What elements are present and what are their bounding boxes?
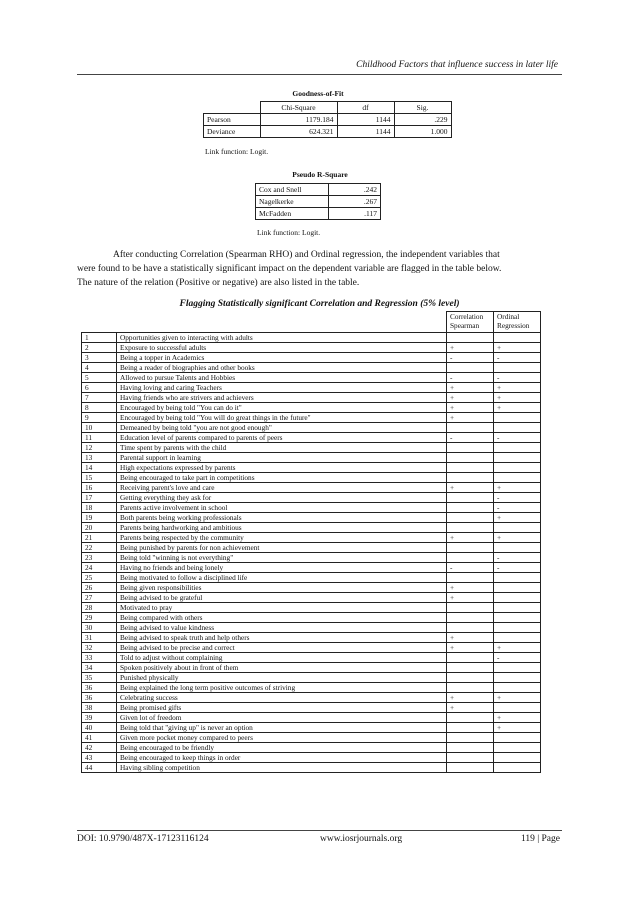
row-number: 11: [82, 433, 117, 443]
factor-label: Both parents being working professionals: [117, 513, 447, 523]
table-row: [256, 184, 381, 196]
column-header: df: [337, 102, 394, 114]
regression-flag: [494, 463, 541, 473]
row-number: 6: [82, 383, 117, 393]
row-number: 1: [82, 333, 117, 343]
table-row: [82, 473, 541, 483]
row-number: 24: [82, 563, 117, 573]
regression-flag: [494, 523, 541, 533]
table-row: [82, 633, 541, 643]
table-row: [82, 353, 541, 363]
table-row: [82, 533, 541, 543]
regression-flag: [494, 443, 541, 453]
factor-label: Having loving and caring Teachers: [117, 383, 447, 393]
table-row: [204, 126, 452, 138]
corner-cell: [204, 102, 261, 114]
row-number: 2: [82, 343, 117, 353]
correlation-flag: [447, 673, 494, 683]
row-number: 35: [82, 673, 117, 683]
factor-label: Being advised to speak truth and help others: [117, 633, 447, 643]
blank-header-cell: [117, 312, 447, 333]
pseudo-r-square-footnote: Link function: Logit.: [257, 228, 321, 237]
row-number: 39: [82, 713, 117, 723]
table-row: [82, 413, 541, 423]
column-header: Chi-Square: [260, 102, 337, 114]
regression-flag: [494, 733, 541, 743]
regression-flag: +: [494, 393, 541, 403]
regression-flag: [494, 613, 541, 623]
correlation-flag: [447, 363, 494, 373]
blank-header-cell: [82, 312, 117, 333]
factor-label: Time spent by parents with the child: [117, 443, 447, 453]
row-number: 23: [82, 553, 117, 563]
factor-label: Parents being respected by the community: [117, 533, 447, 543]
r-square-value: .242: [329, 184, 381, 196]
row-number: 9: [82, 413, 117, 423]
factor-label: Motivated to pray: [117, 603, 447, 613]
table-row: [82, 513, 541, 523]
regression-flag: +: [494, 343, 541, 353]
correlation-flag: [447, 543, 494, 553]
correlation-flag: [447, 333, 494, 343]
goodness-of-fit-title: Goodness-of-Fit: [292, 89, 344, 98]
factor-label: Encouraged by being told "You will do great things in the future": [117, 413, 447, 423]
table-row: [82, 643, 541, 653]
correlation-flag: [447, 743, 494, 753]
regression-flag: -: [494, 553, 541, 563]
regression-flag: -: [494, 353, 541, 363]
regression-flag: [494, 583, 541, 593]
factor-label: Being advised to value kindness: [117, 623, 447, 633]
row-label: McFadden: [256, 208, 329, 220]
table-row: [256, 196, 381, 208]
correlation-flag: [447, 663, 494, 673]
factor-label: Education level of parents compared to parents of peers: [117, 433, 447, 443]
factor-label: Getting everything they ask for: [117, 493, 447, 503]
factor-label: Being told "winning is not everything": [117, 553, 447, 563]
regression-flag: [494, 743, 541, 753]
row-number: 25: [82, 573, 117, 583]
regression-flag: [494, 413, 541, 423]
df-value: 1144: [337, 126, 394, 138]
factor-label: Parents active involvement in school: [117, 503, 447, 513]
regression-flag: +: [494, 383, 541, 393]
correlation-flag: +: [447, 383, 494, 393]
factor-label: Being encouraged to take part in competitions: [117, 473, 447, 483]
sig-value: .229: [394, 114, 451, 126]
factor-label: Being punished by parents for non achievement: [117, 543, 447, 553]
correlation-flag: +: [447, 693, 494, 703]
row-number: 17: [82, 493, 117, 503]
regression-flag: +: [494, 403, 541, 413]
df-value: 1144: [337, 114, 394, 126]
row-number: 16: [82, 483, 117, 493]
correlation-flag: [447, 623, 494, 633]
table-row: [82, 393, 541, 403]
table-row: [82, 723, 541, 733]
factor-label: Allowed to pursue Talents and Hobbies: [117, 373, 447, 383]
regression-flag: [494, 543, 541, 553]
body-paragraph-line2: were found to be have a statistically significant impact on the dependent variable are flagged in the table below.: [77, 264, 502, 274]
correlation-flag: +: [447, 343, 494, 353]
table-row: [82, 453, 541, 463]
flag-table-header: [82, 312, 541, 333]
table-row: [82, 563, 541, 573]
table-row: [82, 743, 541, 753]
table-row: [256, 208, 381, 220]
table-row: [82, 403, 541, 413]
correlation-flag: +: [447, 533, 494, 543]
factor-label: Being given responsibilities: [117, 583, 447, 593]
factor-label: Being motivated to follow a disciplined life: [117, 573, 447, 583]
correlation-flag: +: [447, 413, 494, 423]
table-row: [82, 613, 541, 623]
regression-flag: [494, 423, 541, 433]
correlation-flag: +: [447, 403, 494, 413]
table-row: [82, 653, 541, 663]
factor-label: Being advised to be grateful: [117, 593, 447, 603]
correlation-flag: +: [447, 483, 494, 493]
correlation-flag: [447, 443, 494, 453]
row-number: 19: [82, 513, 117, 523]
regression-header: Ordinal Regression: [494, 312, 541, 333]
table-row: [82, 683, 541, 693]
factor-label: Having sibling competition: [117, 763, 447, 773]
table-row: [82, 663, 541, 673]
row-number: 29: [82, 613, 117, 623]
correlation-flag: [447, 573, 494, 583]
correlation-flag: [447, 513, 494, 523]
regression-flag: +: [494, 533, 541, 543]
correlation-flag: [447, 493, 494, 503]
row-number: 34: [82, 663, 117, 673]
table-row: [204, 114, 452, 126]
factor-label: Being a topper in Academics: [117, 353, 447, 363]
correlation-flag: [447, 463, 494, 473]
row-number: 13: [82, 453, 117, 463]
regression-flag: [494, 633, 541, 643]
row-number: 30: [82, 623, 117, 633]
row-number: 33: [82, 653, 117, 663]
factor-label: Having friends who are strivers and achievers: [117, 393, 447, 403]
regression-flag: +: [494, 713, 541, 723]
table-row: [82, 733, 541, 743]
correlation-flag: +: [447, 583, 494, 593]
table-row: [82, 603, 541, 613]
table-row: [82, 373, 541, 383]
factor-label: Parental support in learning: [117, 453, 447, 463]
running-header: Childhood Factors that influence success in later life: [356, 60, 558, 70]
goodness-of-fit-table: [203, 101, 452, 138]
regression-flag: [494, 593, 541, 603]
row-number: 36: [82, 693, 117, 703]
factor-label: Being told that "giving up" is never an option: [117, 723, 447, 733]
correlation-flag: [447, 553, 494, 563]
correlation-flag: +: [447, 703, 494, 713]
correlation-flag: [447, 473, 494, 483]
table-row: [82, 523, 541, 533]
correlation-flag: -: [447, 433, 494, 443]
row-label: Deviance: [204, 126, 261, 138]
factor-label: High expectations expressed by parents: [117, 463, 447, 473]
goodness-of-fit-footnote: Link function: Logit.: [205, 147, 269, 156]
r-square-value: .267: [329, 196, 381, 208]
row-number: 7: [82, 393, 117, 403]
row-number: 18: [82, 503, 117, 513]
r-square-value: .117: [329, 208, 381, 220]
factor-label: Given more pocket money compared to peers: [117, 733, 447, 743]
row-number: 32: [82, 643, 117, 653]
footer-page-number: 119 | Page: [520, 834, 560, 844]
correlation-header: Correlation Spearman: [447, 312, 494, 333]
footer-rule: [77, 830, 562, 831]
table-row: [82, 763, 541, 773]
footer-site-text: www.iosrjournals.org: [320, 834, 403, 844]
regression-flag: [494, 673, 541, 683]
correlation-flag: [447, 613, 494, 623]
regression-flag: -: [494, 493, 541, 503]
table-row: [82, 333, 541, 343]
row-number: 43: [82, 753, 117, 763]
row-number: 8: [82, 403, 117, 413]
row-number: 41: [82, 733, 117, 743]
factor-label: Told to adjust without complaining: [117, 653, 447, 663]
factor-label: Being advised to be precise and correct: [117, 643, 447, 653]
row-number: 40: [82, 723, 117, 733]
row-number: 36: [82, 683, 117, 693]
chi-square-value: 1179.184: [260, 114, 337, 126]
table-row: [82, 713, 541, 723]
regression-flag: -: [494, 503, 541, 513]
table-row: [82, 593, 541, 603]
row-number: 20: [82, 523, 117, 533]
regression-flag: -: [494, 373, 541, 383]
factor-label: Celebrating success: [117, 693, 447, 703]
correlation-flag: [447, 653, 494, 663]
row-number: 3: [82, 353, 117, 363]
correlation-flag: [447, 423, 494, 433]
regression-flag: +: [494, 513, 541, 523]
factor-label: Opportunities given to interacting with adults: [117, 333, 447, 343]
table-row: [82, 503, 541, 513]
table-row: [82, 623, 541, 633]
row-label: Cox and Snell: [256, 184, 329, 196]
body-paragraph-line1: After conducting Correlation (Spearman RHO) and Ordinal regression, the independent variables that: [113, 250, 500, 260]
correlation-flag: -: [447, 563, 494, 573]
row-number: 38: [82, 703, 117, 713]
regression-flag: [494, 453, 541, 463]
row-label: Nagelkerke: [256, 196, 329, 208]
row-number: 28: [82, 603, 117, 613]
row-number: 44: [82, 763, 117, 773]
header-rule: [77, 74, 562, 75]
correlation-flag: -: [447, 373, 494, 383]
factor-label: Exposure to successful adults: [117, 343, 447, 353]
factor-label: Having no friends and being lonely: [117, 563, 447, 573]
flag-table: [81, 311, 541, 773]
regression-flag: +: [494, 693, 541, 703]
correlation-flag: [447, 503, 494, 513]
table-row: [82, 383, 541, 393]
regression-flag: [494, 603, 541, 613]
regression-flag: +: [494, 643, 541, 653]
regression-flag: [494, 473, 541, 483]
factor-label: Being explained the long term positive outcomes of striving: [117, 683, 447, 693]
factor-label: Being a reader of biographies and other books: [117, 363, 447, 373]
correlation-flag: [447, 713, 494, 723]
table-row: [82, 463, 541, 473]
table-row: [82, 573, 541, 583]
correlation-flag: [447, 603, 494, 613]
correlation-flag: +: [447, 593, 494, 603]
factor-label: Being encouraged to keep things in order: [117, 753, 447, 763]
factor-label: Receiving parent's love and care: [117, 483, 447, 493]
table-row: [82, 443, 541, 453]
factor-label: Spoken positively about in front of them: [117, 663, 447, 673]
row-number: 12: [82, 443, 117, 453]
table-row: [82, 483, 541, 493]
table-row: [82, 553, 541, 563]
correlation-flag: [447, 723, 494, 733]
regression-flag: -: [494, 563, 541, 573]
regression-flag: [494, 333, 541, 343]
correlation-flag: -: [447, 353, 494, 363]
row-number: 4: [82, 363, 117, 373]
row-number: 26: [82, 583, 117, 593]
factor-label: Parents being hardworking and ambitious: [117, 523, 447, 533]
table-row: [82, 673, 541, 683]
correlation-flag: [447, 683, 494, 693]
body-paragraph-line3: The nature of the relation (Positive or negative) are also listed in the table.: [77, 278, 360, 288]
row-number: 27: [82, 593, 117, 603]
regression-flag: +: [494, 723, 541, 733]
correlation-flag: [447, 753, 494, 763]
regression-flag: [494, 363, 541, 373]
correlation-flag: +: [447, 393, 494, 403]
sig-value: 1.000: [394, 126, 451, 138]
factor-label: Being promised gifts: [117, 703, 447, 713]
table-row: [82, 343, 541, 353]
correlation-flag: +: [447, 643, 494, 653]
regression-flag: -: [494, 653, 541, 663]
table-row: [82, 423, 541, 433]
table-row: [82, 583, 541, 593]
pseudo-r-square-table: [255, 183, 381, 220]
row-label: Pearson: [204, 114, 261, 126]
row-number: 14: [82, 463, 117, 473]
table-row: [82, 703, 541, 713]
regression-flag: [494, 573, 541, 583]
chi-square-value: 624.321: [260, 126, 337, 138]
column-header: Sig.: [394, 102, 451, 114]
row-number: 10: [82, 423, 117, 433]
table-row: [82, 693, 541, 703]
correlation-flag: [447, 453, 494, 463]
regression-flag: -: [494, 433, 541, 443]
factor-label: Punished physically: [117, 673, 447, 683]
table-row: [82, 363, 541, 373]
table-row: [82, 543, 541, 553]
row-number: 5: [82, 373, 117, 383]
factor-label: Given lot of freedom: [117, 713, 447, 723]
table-row: [82, 493, 541, 503]
regression-flag: [494, 683, 541, 693]
table-row: [82, 433, 541, 443]
factor-label: Being encouraged to be friendly: [117, 743, 447, 753]
footer-doi: DOI: 10.9790/487X-17123116124: [77, 834, 209, 844]
row-number: 31: [82, 633, 117, 643]
regression-flag: [494, 623, 541, 633]
factor-label: Being compared with others: [117, 613, 447, 623]
regression-flag: +: [494, 483, 541, 493]
row-number: 21: [82, 533, 117, 543]
pseudo-r-square-title: Pseudo R-Square: [292, 170, 348, 179]
row-number: 15: [82, 473, 117, 483]
factor-label: Demeaned by being told "you are not good enough": [117, 423, 447, 433]
regression-flag: [494, 753, 541, 763]
correlation-flag: [447, 733, 494, 743]
correlation-flag: [447, 763, 494, 773]
correlation-flag: [447, 523, 494, 533]
table-row: [82, 753, 541, 763]
flag-table-title: Flagging Statistically significant Correlation and Regression (5% level): [179, 299, 460, 309]
row-number: 42: [82, 743, 117, 753]
correlation-flag: +: [447, 633, 494, 643]
regression-flag: [494, 763, 541, 773]
factor-label: Encouraged by being told "You can do it": [117, 403, 447, 413]
row-number: 22: [82, 543, 117, 553]
regression-flag: [494, 663, 541, 673]
regression-flag: [494, 703, 541, 713]
